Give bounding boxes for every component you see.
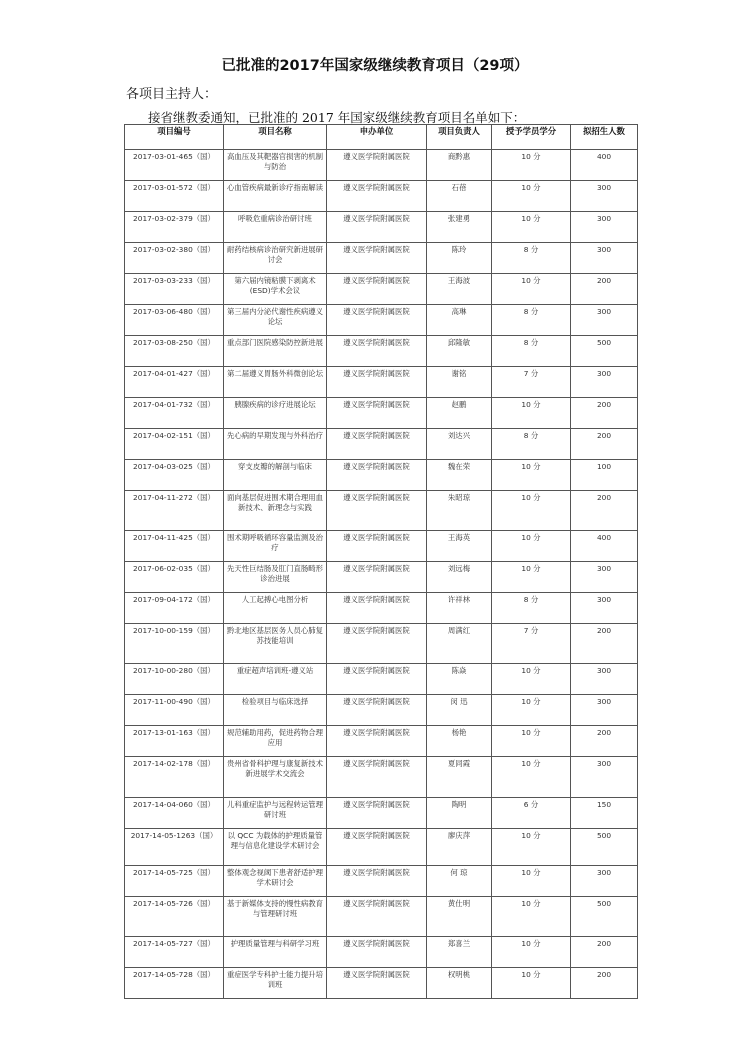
cell-code: 2017-10-00-159（国） [125,624,224,664]
cell-leader: 黄仕明 [427,897,492,937]
cell-name: 先天性巨结肠及肛门直肠畸形诊治进展 [224,562,327,593]
table-row [125,726,638,757]
cell-enroll: 300 [571,664,638,695]
cell-leader: 闵 迅 [427,695,492,726]
document-title: 已批准的2017年国家级继续教育项目（29项） [221,58,529,74]
cell-name: 胰腺疾病的诊疗进展论坛 [224,398,327,429]
cell-code: 2017-03-06-480（国） [125,305,224,336]
table-row [125,181,638,212]
cell-name: 护理质量管理与科研学习班 [224,937,327,968]
cell-enroll: 150 [571,798,638,829]
cell-unit: 遵义医学院附属医院 [327,274,427,305]
cell-credit: 8 分 [492,593,571,624]
cell-name: 耐药结核病诊治研究新进展研讨会 [224,243,327,274]
cell-unit: 遵义医学院附属医院 [327,460,427,491]
cell-code: 2017-03-02-379（国） [125,212,224,243]
cell-code: 2017-03-08-250（国） [125,336,224,367]
cell-leader: 刘达兴 [427,429,492,460]
cell-enroll: 200 [571,274,638,305]
cell-code: 2017-03-01-465（国） [125,150,224,181]
cell-unit: 遵义医学院附属医院 [327,866,427,897]
table-row [125,491,638,531]
table-row [125,336,638,367]
table-header-row [125,125,638,150]
cell-unit: 遵义医学院附属医院 [327,305,427,336]
cell-enroll: 500 [571,829,638,866]
cell-unit: 遵义医学院附属医院 [327,562,427,593]
cell-unit: 遵义医学院附属医院 [327,398,427,429]
cell-unit: 遵义医学院附属医院 [327,367,427,398]
cell-leader: 商黔惠 [427,150,492,181]
cell-credit: 10 分 [492,460,571,491]
header-unit: 申办单位 [327,125,427,150]
cell-leader: 石蓓 [427,181,492,212]
cell-enroll: 300 [571,562,638,593]
cell-code: 2017-04-02-151（国） [125,429,224,460]
cell-code: 2017-09-04-172（国） [125,593,224,624]
cell-name: 重症医学专科护士能力提升培训班 [224,968,327,999]
cell-leader: 王海英 [427,531,492,562]
cell-code: 2017-14-05-1263（国） [125,829,224,866]
cell-enroll: 300 [571,305,638,336]
cell-unit: 遵义医学院附属医院 [327,897,427,937]
cell-name: 儿科重症监护与远程转运管理研讨班 [224,798,327,829]
cell-leader: 夏同霞 [427,757,492,798]
cell-leader: 朱昭琼 [427,491,492,531]
cell-enroll: 300 [571,695,638,726]
cell-credit: 10 分 [492,491,571,531]
cell-credit: 8 分 [492,243,571,274]
cell-name: 整体观念视阈下患者舒适护理学术研讨会 [224,866,327,897]
cell-credit: 7 分 [492,624,571,664]
cell-credit: 10 分 [492,181,571,212]
cell-code: 2017-04-11-272（国） [125,491,224,531]
cell-name: 以 QCC 为载体的护理质量管理与信息化建设学术研讨会 [224,829,327,866]
cell-credit: 10 分 [492,726,571,757]
cell-leader: 何 琼 [427,866,492,897]
cell-unit: 遵义医学院附属医院 [327,757,427,798]
cell-enroll: 400 [571,150,638,181]
cell-credit: 10 分 [492,866,571,897]
cell-credit: 10 分 [492,897,571,937]
table-row [125,757,638,798]
header-enroll: 拟招生人数 [571,125,638,150]
cell-enroll: 300 [571,367,638,398]
cell-unit: 遵义医学院附属医院 [327,829,427,866]
cell-code: 2017-03-02-380（国） [125,243,224,274]
cell-name: 第三届内分泌代谢性疾病遵义论坛 [224,305,327,336]
cell-enroll: 300 [571,866,638,897]
cell-credit: 10 分 [492,150,571,181]
cell-name: 检验项目与临床选择 [224,695,327,726]
table-row [125,562,638,593]
cell-name: 基于新媒体支持的慢性病教育与管理研讨班 [224,897,327,937]
cell-credit: 6 分 [492,798,571,829]
cell-credit: 10 分 [492,398,571,429]
cell-credit: 10 分 [492,531,571,562]
table-row [125,897,638,937]
cell-credit: 8 分 [492,305,571,336]
cell-enroll: 200 [571,398,638,429]
cell-name: 人工起搏心电图分析 [224,593,327,624]
cell-unit: 遵义医学院附属医院 [327,726,427,757]
cell-name: 重症超声培训班-遵义站 [224,664,327,695]
cell-credit: 10 分 [492,664,571,695]
project-table [124,124,638,999]
cell-code: 2017-03-01-572（国） [125,181,224,212]
cell-name: 呼吸危重病诊治研讨班 [224,212,327,243]
cell-name: 第六届内镜粘膜下剥离术(ESD)学术会议 [224,274,327,305]
cell-unit: 遵义医学院附属医院 [327,243,427,274]
cell-leader: 周满红 [427,624,492,664]
table-row [125,150,638,181]
cell-name: 穿支皮瓣的解剖与临床 [224,460,327,491]
cell-unit: 遵义医学院附属医院 [327,664,427,695]
table-row [125,866,638,897]
cell-credit: 7 分 [492,367,571,398]
header-code: 项目编号 [125,125,224,150]
cell-leader: 张建勇 [427,212,492,243]
cell-enroll: 200 [571,937,638,968]
cell-leader: 高琳 [427,305,492,336]
cell-name: 黔北地区基层医务人员心肺复苏技能培训 [224,624,327,664]
cell-code: 2017-14-05-728（国） [125,968,224,999]
cell-enroll: 500 [571,336,638,367]
header-credit: 授予学员学分 [492,125,571,150]
cell-name: 第二届遵义胃肠外科微创论坛 [224,367,327,398]
cell-code: 2017-14-02-178（国） [125,757,224,798]
cell-enroll: 400 [571,531,638,562]
table-row [125,212,638,243]
table-row [125,531,638,562]
cell-credit: 10 分 [492,757,571,798]
cell-credit: 10 分 [492,968,571,999]
intro-paragraph: 接省继教委通知，已批准的 2017 年国家级继续教育项目名单如下： [148,110,526,125]
cell-name: 贵州省骨科护理与康复新技术新进展学术交流会 [224,757,327,798]
cell-unit: 遵义医学院附属医院 [327,150,427,181]
cell-enroll: 300 [571,212,638,243]
table-row [125,593,638,624]
table-row [125,367,638,398]
table-row [125,664,638,695]
table-row [125,937,638,968]
cell-code: 2017-10-00-280（国） [125,664,224,695]
cell-enroll: 200 [571,429,638,460]
cell-enroll: 500 [571,897,638,937]
cell-code: 2017-04-01-427（国） [125,367,224,398]
cell-enroll: 200 [571,968,638,999]
cell-leader: 杨艳 [427,726,492,757]
table-row [125,398,638,429]
cell-code: 2017-14-05-727（国） [125,937,224,968]
header-name: 项目名称 [224,125,327,150]
cell-unit: 遵义医学院附属医院 [327,429,427,460]
table-row [125,429,638,460]
cell-enroll: 300 [571,243,638,274]
cell-credit: 10 分 [492,695,571,726]
cell-enroll: 100 [571,460,638,491]
cell-leader: 权明桃 [427,968,492,999]
cell-leader: 廖庆萍 [427,829,492,866]
cell-leader: 郑喜兰 [427,937,492,968]
cell-unit: 遵义医学院附属医院 [327,624,427,664]
cell-code: 2017-04-11-425（国） [125,531,224,562]
cell-unit: 遵义医学院附属医院 [327,531,427,562]
cell-code: 2017-14-05-725（国） [125,866,224,897]
cell-name: 心血管疾病最新诊疗指南解读 [224,181,327,212]
cell-unit: 遵义医学院附属医院 [327,336,427,367]
table-row [125,305,638,336]
table-row [125,243,638,274]
cell-leader: 魏在荣 [427,460,492,491]
cell-enroll: 300 [571,593,638,624]
cell-name: 围术期呼吸循环容量监测及治疗 [224,531,327,562]
cell-code: 2017-06-02-035（国） [125,562,224,593]
cell-leader: 陈焱 [427,664,492,695]
cell-enroll: 200 [571,624,638,664]
cell-unit: 遵义医学院附属医院 [327,937,427,968]
cell-name: 重点部门医院感染防控新进展 [224,336,327,367]
cell-credit: 10 分 [492,937,571,968]
cell-enroll: 200 [571,726,638,757]
cell-code: 2017-14-05-726（国） [125,897,224,937]
cell-credit: 10 分 [492,274,571,305]
cell-code: 2017-14-04-060（国） [125,798,224,829]
cell-unit: 遵义医学院附属医院 [327,695,427,726]
cell-unit: 遵义医学院附属医院 [327,181,427,212]
cell-code: 2017-11-00-490（国） [125,695,224,726]
cell-leader: 许祥林 [427,593,492,624]
cell-unit: 遵义医学院附属医院 [327,968,427,999]
cell-credit: 8 分 [492,336,571,367]
cell-leader: 王海波 [427,274,492,305]
table-row [125,274,638,305]
cell-code: 2017-04-01-732（国） [125,398,224,429]
table-row [125,798,638,829]
cell-unit: 遵义医学院附属医院 [327,593,427,624]
cell-credit: 10 分 [492,562,571,593]
cell-unit: 遵义医学院附属医院 [327,491,427,531]
greeting-line: 各项目主持人： [126,87,218,102]
cell-code: 2017-13-01-163（国） [125,726,224,757]
cell-leader: 谢铭 [427,367,492,398]
cell-code: 2017-04-03-025（国） [125,460,224,491]
cell-leader: 邱隆敏 [427,336,492,367]
cell-name: 规范辅助用药，促进药物合理应用 [224,726,327,757]
cell-unit: 遵义医学院附属医院 [327,798,427,829]
cell-credit: 10 分 [492,829,571,866]
cell-name: 先心病的早期发现与外科治疗 [224,429,327,460]
cell-enroll: 300 [571,181,638,212]
cell-enroll: 200 [571,491,638,531]
cell-credit: 8 分 [492,429,571,460]
cell-credit: 10 分 [492,212,571,243]
cell-code: 2017-03-03-233（国） [125,274,224,305]
cell-enroll: 300 [571,757,638,798]
cell-leader: 陈玲 [427,243,492,274]
cell-name: 高血压及其靶器官损害的机制与防治 [224,150,327,181]
table-row [125,829,638,866]
table-row [125,460,638,491]
table-row [125,624,638,664]
cell-unit: 遵义医学院附属医院 [327,212,427,243]
table-row [125,695,638,726]
cell-name: 面向基层促进围术期合理用血新技术、新理念与实践 [224,491,327,531]
table-row [125,968,638,999]
header-leader: 项目负责人 [427,125,492,150]
cell-leader: 陶明 [427,798,492,829]
cell-leader: 赵鹏 [427,398,492,429]
cell-leader: 刘远梅 [427,562,492,593]
